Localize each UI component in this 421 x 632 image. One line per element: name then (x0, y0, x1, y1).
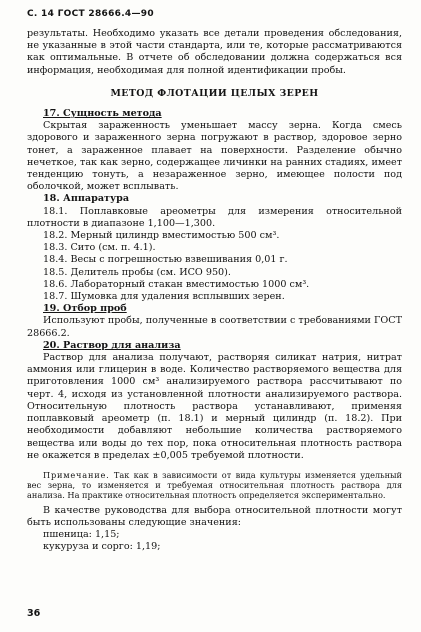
section-18-title: 18. Аппаратура (43, 193, 130, 205)
values-list (27, 529, 402, 553)
section-17-text: Скрытая зараженность уменьшает массу зерна. Когда смесь здорового и зараженного зерна погружают в раствор, здоровое зерно тонет, а зараженное плавает на поверхности. Разделение обычно нечеткое, так как зерно, содержащее личинки на ранних стадиях, имеет тенденцию тонуть, а незараженное зерно, имеющее полости под оболочкой, может всплывать. (27, 120, 402, 193)
apparatus-item: 18.5. Делитель пробы (см. ИСО 950). (43, 266, 231, 278)
page-body (27, 28, 402, 553)
apparatus-item: 18.1. Поплавковые ареометры для измерения относительной плотности в диапазоне 1,100—1,300. (27, 205, 402, 229)
apparatus-item: 18.3. Сито (см. п. 4.1). (43, 242, 156, 254)
section-18-heading (27, 193, 402, 205)
page-number: 36 (27, 608, 41, 619)
section-19-heading (27, 303, 402, 315)
intro-paragraph: результаты. Необходимо указать все детали проведения обследования, не указанные в этой части стандарта, или те, которые рассматриваются как оптимальные. В отчете об обследовании должна содержаться вся информация, необходимая для полной идентификации пробы. (27, 28, 402, 76)
note-text: Так как в зависимости от вида культуры изменяется удельный вес зерна, то изменяется и требуемая относительная плотность раствора для анализа. На практике относительная плотность определяется экспериментально. (27, 469, 403, 501)
apparatus-item: 18.4. Весы с погрешностью взвешивания 0,01 г. (43, 254, 288, 266)
apparatus-item: 18.7. Шумовка для удаления всплывших зерен. (43, 291, 285, 303)
section-17-heading (27, 108, 402, 120)
apparatus-item: 18.2. Мерный цилиндр вместимостью 500 см³. (43, 230, 280, 242)
value-item: кукуруза и сорго: 1,19; (43, 541, 161, 553)
section-17-title: 17. Сущность метода (43, 108, 162, 120)
section-19-title: 19. Отбор проб (43, 303, 127, 315)
section-20-heading (27, 340, 402, 352)
section-20-text: Раствор для анализа получают, растворяя силикат натрия, нитрат аммония или глицерин в воде. Количество растворяемого вещества для приготовления 1000 см³ анализируемого раствора рассчитывают по черт. 4, исходя из установленной плотности анализируемого раствора. Относительную плотность раствора устанавливают, применяя поплавковый ареометр (п. 18.1) и мерный цилиндр (п. 18.2). При необходимости добавляют небольшие количества растворяемого вещества или воды до тех пор, пока относительная плотность раствора не окажется в пределах ±0,005 требуемой плотности. (27, 352, 402, 461)
note-block (27, 470, 402, 501)
method-title: МЕТОД ФЛОТАЦИИ ЦЕЛЫХ ЗЕРЕН (110, 87, 319, 99)
guide-paragraph: В качестве руководства для выбора относительной плотности могут быть использованы следующие значения: (27, 504, 402, 528)
page-header: С. 14 ГОСТ 28666.4—90 (27, 9, 154, 19)
note-label: Примечание. (43, 469, 110, 480)
value-item: пшеница: 1,15; (43, 528, 120, 540)
section-19-text: Используют пробы, полученные в соответствии с требованиями ГОСТ 28666.2. (27, 315, 402, 339)
section-20-title: 20. Раствор для анализа (43, 339, 181, 351)
apparatus-list (27, 206, 402, 304)
apparatus-item: 18.6. Лабораторный стакан вместимостью 1000 см³. (43, 278, 310, 290)
